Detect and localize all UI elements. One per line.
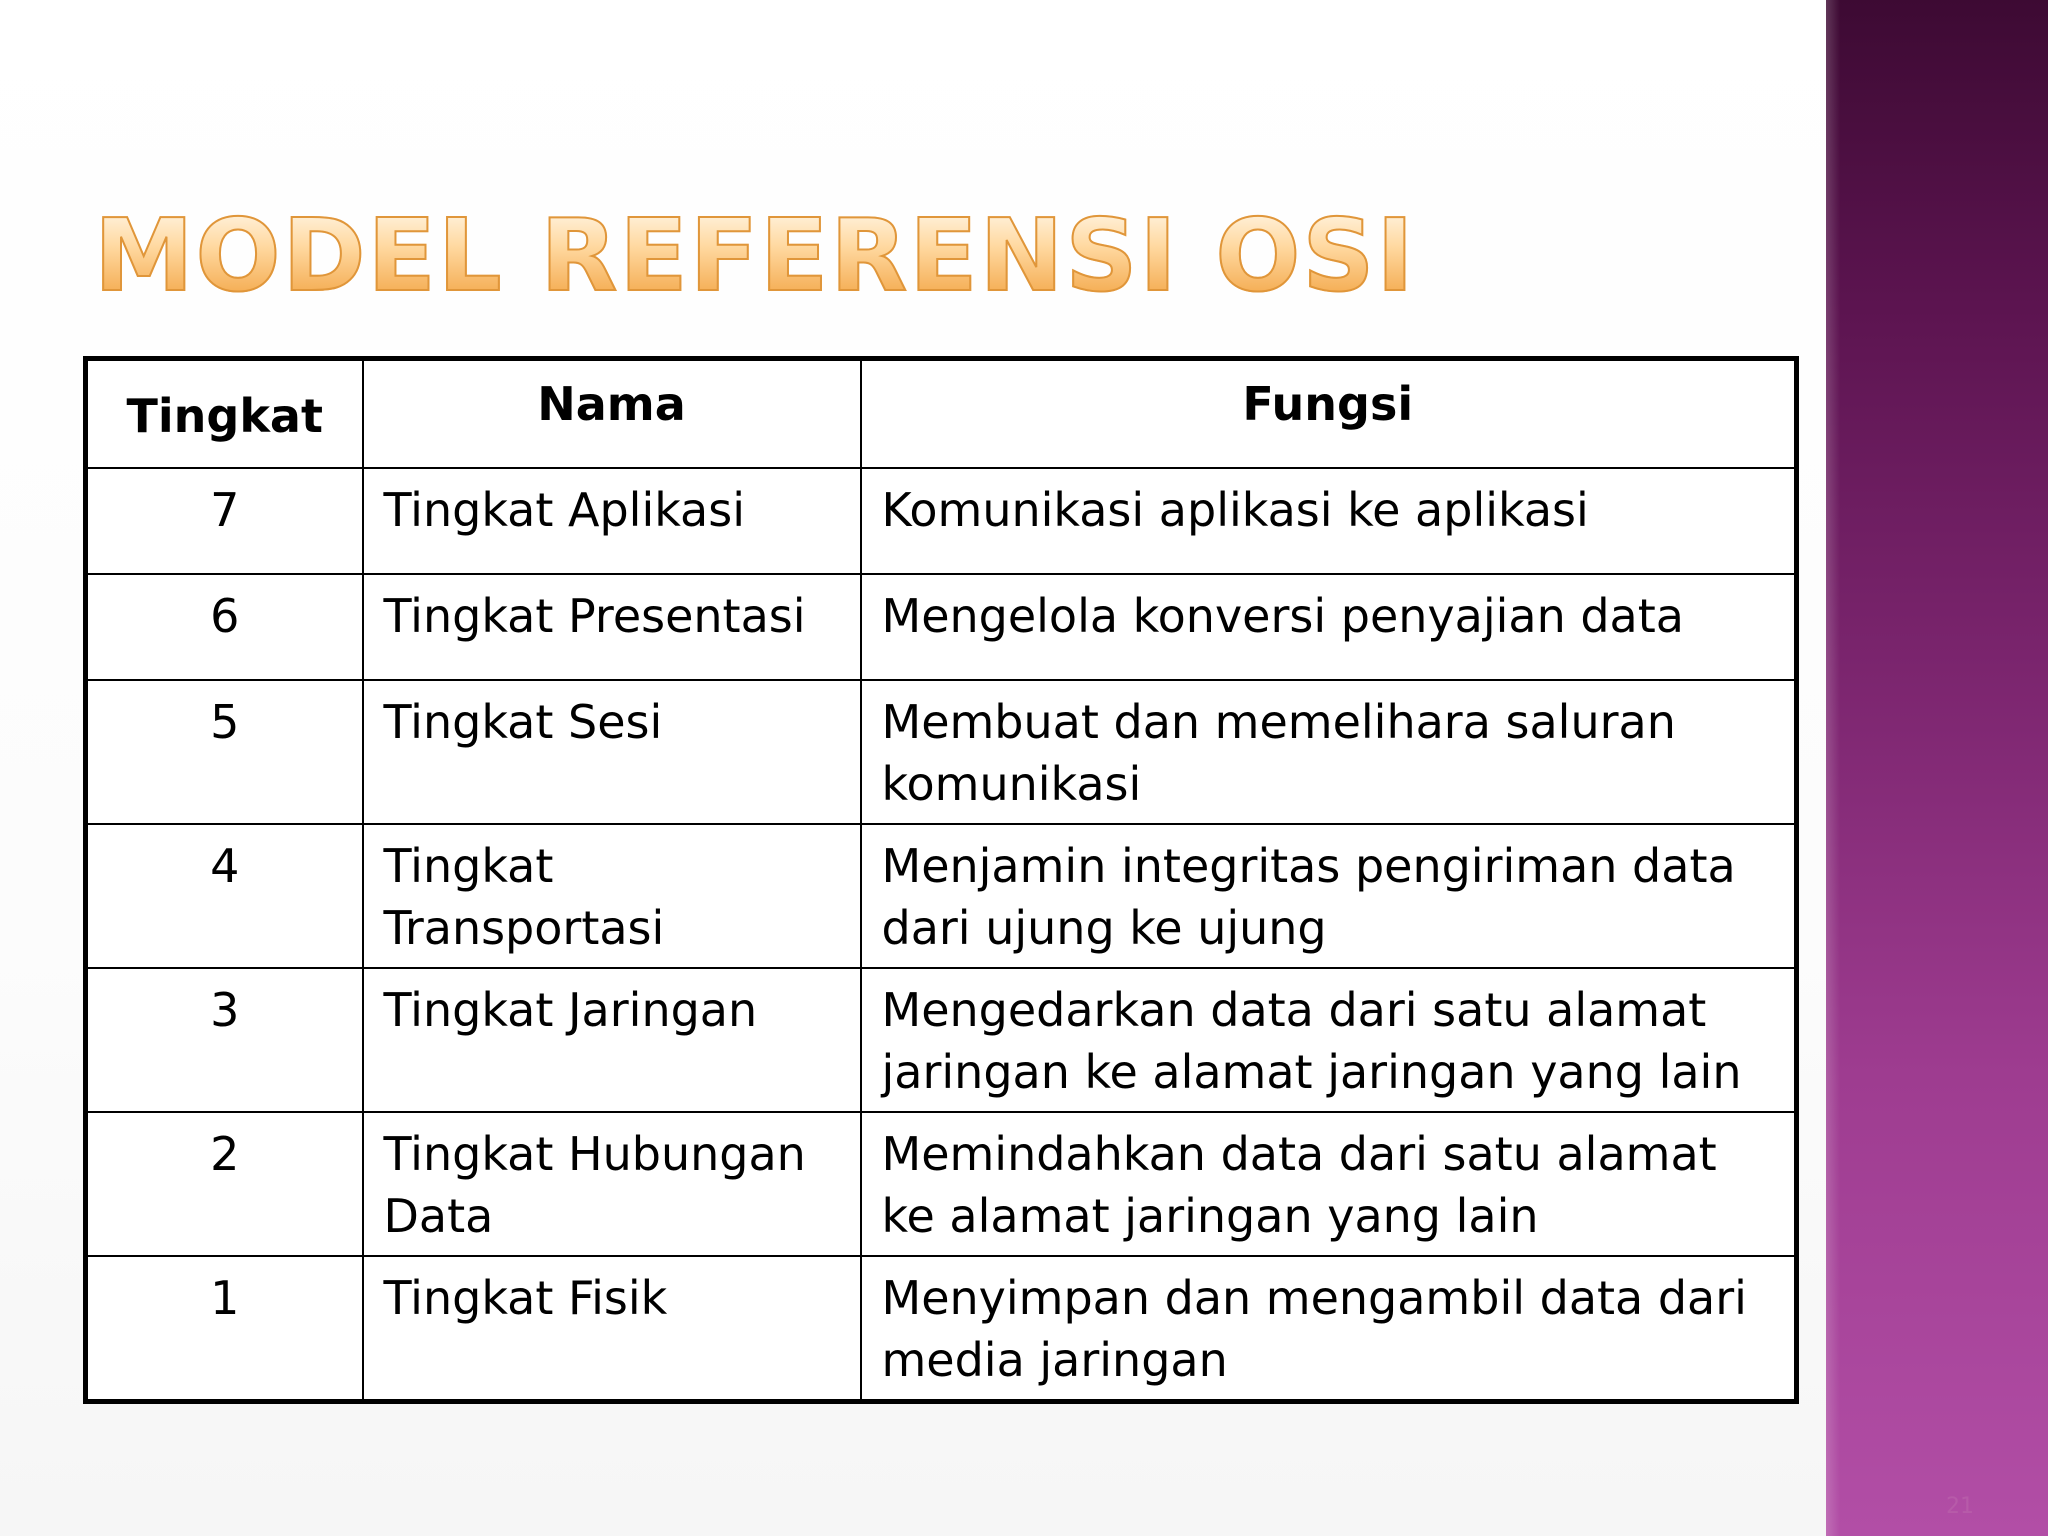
cell-tingkat: 1 xyxy=(86,1256,363,1402)
cell-fungsi: Membuat dan memelihara saluran komunikasi xyxy=(861,680,1797,824)
cell-tingkat: 2 xyxy=(86,1112,363,1256)
table-header-row xyxy=(86,359,1797,469)
cell-fungsi: Mengedarkan data dari satu alamat jaringan ke alamat jaringan yang lain xyxy=(861,968,1797,1112)
cell-tingkat: 4 xyxy=(86,824,363,968)
osi-table xyxy=(83,356,1799,1404)
cell-nama: Tingkat Fisik xyxy=(363,1256,861,1402)
cell-tingkat: 5 xyxy=(86,680,363,824)
table-row xyxy=(86,824,1797,968)
table-row xyxy=(86,468,1797,574)
cell-nama: Tingkat Jaringan xyxy=(363,968,861,1112)
table-row xyxy=(86,680,1797,824)
slide-number: 21 xyxy=(1946,1494,1974,1519)
header-tingkat: Tingkat xyxy=(86,359,363,469)
cell-nama: Tingkat Transportasi xyxy=(363,824,861,968)
table-row xyxy=(86,574,1797,680)
table-row xyxy=(86,1112,1797,1256)
header-fungsi: Fungsi xyxy=(861,359,1797,469)
cell-fungsi: Komunikasi aplikasi ke aplikasi xyxy=(861,468,1797,574)
table-row xyxy=(86,968,1797,1112)
cell-fungsi: Menjamin integritas pengiriman data dari ujung ke ujung xyxy=(861,824,1797,968)
cell-fungsi: Memindahkan data dari satu alamat ke alamat jaringan yang lain xyxy=(861,1112,1797,1256)
cell-nama: Tingkat Hubungan Data xyxy=(363,1112,861,1256)
cell-tingkat: 6 xyxy=(86,574,363,680)
cell-nama: Tingkat Sesi xyxy=(363,680,861,824)
decorative-side-panel xyxy=(1826,0,2048,1536)
cell-nama: Tingkat Presentasi xyxy=(363,574,861,680)
cell-nama: Tingkat Aplikasi xyxy=(363,468,861,574)
cell-tingkat: 7 xyxy=(86,468,363,574)
cell-fungsi: Menyimpan dan mengambil data dari media jaringan xyxy=(861,1256,1797,1402)
cell-fungsi: Mengelola konversi penyajian data xyxy=(861,574,1797,680)
table-row xyxy=(86,1256,1797,1402)
osi-table-container xyxy=(83,356,1794,1404)
header-nama: Nama xyxy=(363,359,861,469)
cell-tingkat: 3 xyxy=(86,968,363,1112)
slide-title: MODEL REFERENSI OSI xyxy=(94,197,1416,314)
